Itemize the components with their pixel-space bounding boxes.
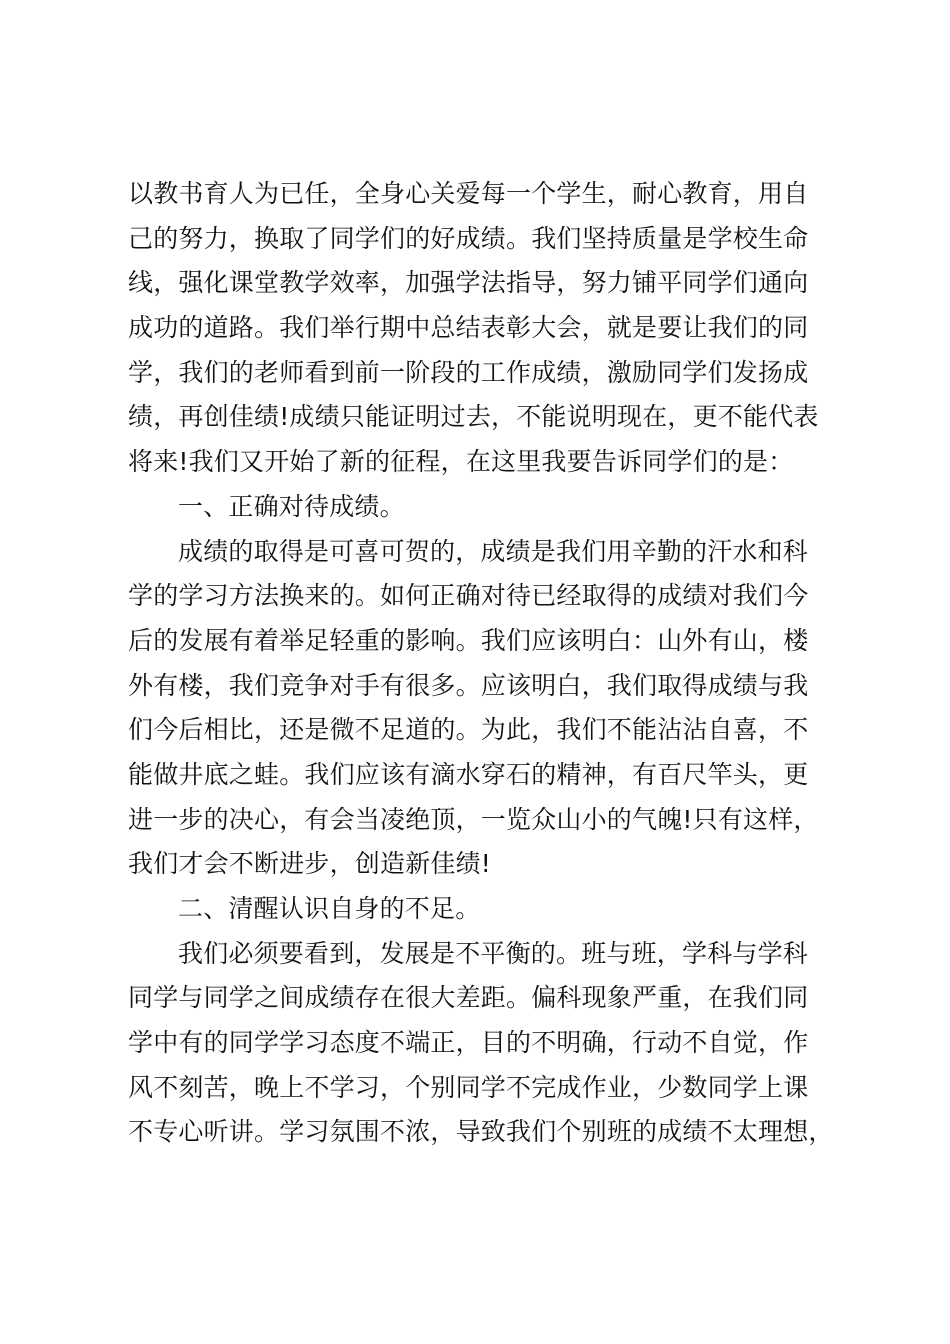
text-line: 我们才会不断进步，创造新佳绩! [128, 849, 492, 879]
text-line: 学，我们的老师看到前一阶段的工作成绩，激励同学们发扬成 [128, 357, 809, 387]
text-line: 我们必须要看到，发展是不平衡的。班与班，学科与学科 [178, 938, 809, 968]
text-line: 己的努力，换取了同学们的好成绩。我们坚持质量是学校生命 [128, 223, 809, 253]
text-line: 进一步的决心，有会当凌绝顶，一览众山小的气魄!只有这样， [128, 804, 819, 834]
section-heading: 二、清醒认识自身的不足。 [178, 894, 481, 923]
text-line: 绩，再创佳绩!成绩只能证明过去，不能说明现在，更不能代表 [128, 402, 819, 432]
text-line: 成绩的取得是可喜可贺的，成绩是我们用辛勤的汗水和科 [178, 536, 809, 566]
text-line: 后的发展有着举足轻重的影响。我们应该明白：山外有山，楼 [128, 625, 809, 655]
text-line: 不专心听讲。学习氛围不浓，导致我们个别班的成绩不太理想， [128, 1117, 834, 1147]
document-body [128, 172, 834, 1155]
text-line: 学中有的同学学习态度不端正，目的不明确，行动不自觉，作 [128, 1028, 809, 1058]
text-line: 线，强化课堂教学效率，加强学法指导，努力铺平同学们通向 [128, 268, 809, 298]
text-line: 同学与同学之间成绩存在很大差距。偏科现象严重，在我们同 [128, 983, 809, 1013]
text-line: 以教书育人为已任，全身心关爱每一个学生，耐心教育，用自 [128, 179, 809, 208]
text-line: 风不刻苦，晚上不学习，个别同学不完成作业，少数同学上课 [128, 1072, 809, 1102]
text-line: 学的学习方法换来的。如何正确对待已经取得的成绩对我们今 [128, 581, 809, 611]
text-line: 们今后相比，还是微不足道的。为此，我们不能沾沾自喜，不 [128, 715, 809, 745]
section-heading: 一、正确对待成绩。 [178, 491, 405, 521]
text-line: 外有楼，我们竞争对手有很多。应该明白，我们取得成绩与我 [128, 670, 809, 700]
text-line: 将来!我们又开始了新的征程，在这里我要告诉同学们的是： [128, 447, 794, 477]
text-line: 成功的道路。我们举行期中总结表彰大会，就是要让我们的同 [128, 313, 809, 343]
text-line: 能做井底之蛙。我们应该有滴水穿石的精神，有百尺竿头，更 [128, 759, 809, 789]
